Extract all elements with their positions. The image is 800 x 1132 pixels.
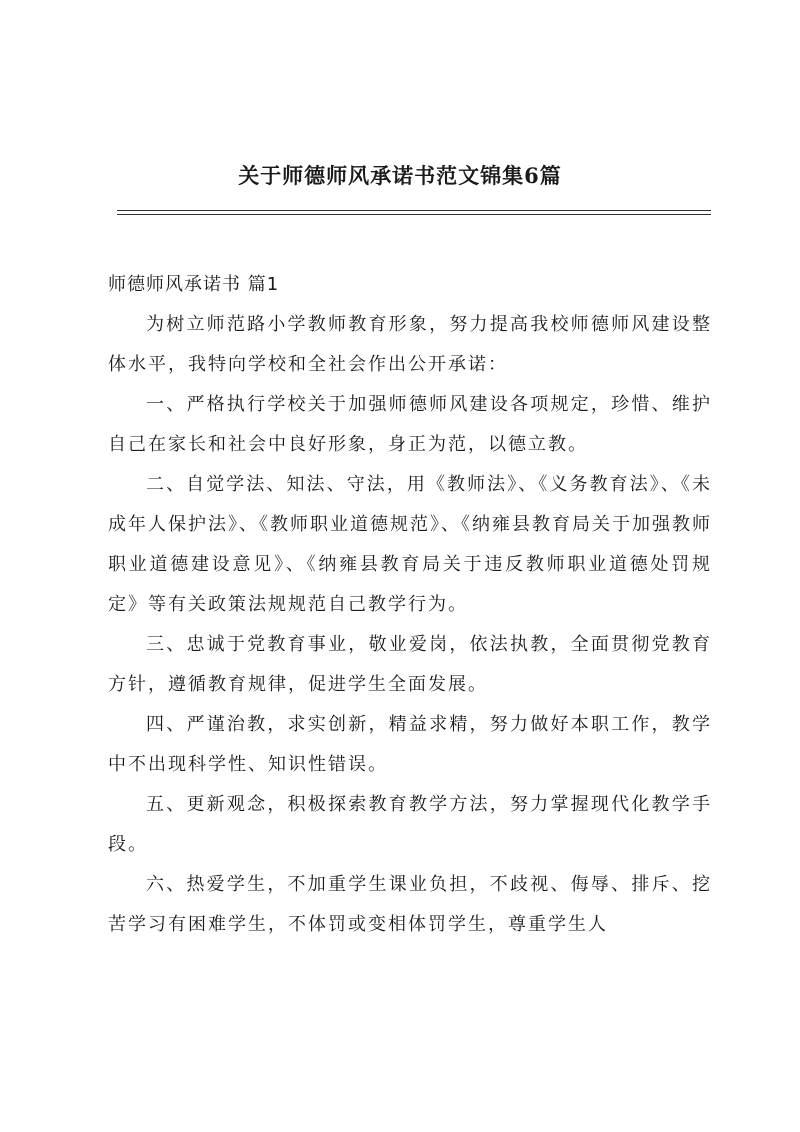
section-heading: 师德师风承诺书 篇1: [108, 274, 280, 295]
document-title: 关于师德师风承诺书范文锦集6篇: [238, 163, 562, 188]
paragraph-item-6: 六、热爱学生，不加重学生课业负担，不歧视、侮辱、排斥、挖苦学习有困难学生，不体罚或变相体罚学生，尊重学生人: [108, 874, 712, 935]
paragraph-item-4: 四、严谨治教，求实创新，精益求精，努力做好本职工作，教学中不出现科学性、知识性错误。: [108, 714, 712, 775]
title-double-rule: [117, 210, 711, 215]
paragraph-item-1: 一、严格执行学校关于加强师德师风建设各项规定，珍惜、维护自己在家长和社会中良好形象，身正为范，以德立教。: [108, 394, 712, 455]
paragraph-item-3: 三、忠诚于党教育事业，敬业爱岗，依法执教，全面贯彻党教育方针，遵循教育规律，促进学生全面发展。: [108, 634, 712, 695]
paragraph-item-2: 二、自觉学法、知法、守法，用《教师法》、《义务教育法》、《未成年人保护法》、《教师职业道德规范》、《纳雍县教育局关于加强教师职业道德建设意见》、《纳雍县教育局关于违反教师职业道德处罚规定》等有关政策法规规范自己教学行为。: [108, 474, 712, 615]
paragraph-intro: 为树立师范路小学教师教育形象，努力提高我校师德师风建设整体水平，我特向学校和全社会作出公开承诺：: [108, 314, 712, 375]
paragraph-item-5: 五、更新观念，积极探索教育教学方法，努力掌握现代化教学手段。: [108, 794, 712, 855]
document-body: [108, 265, 712, 945]
